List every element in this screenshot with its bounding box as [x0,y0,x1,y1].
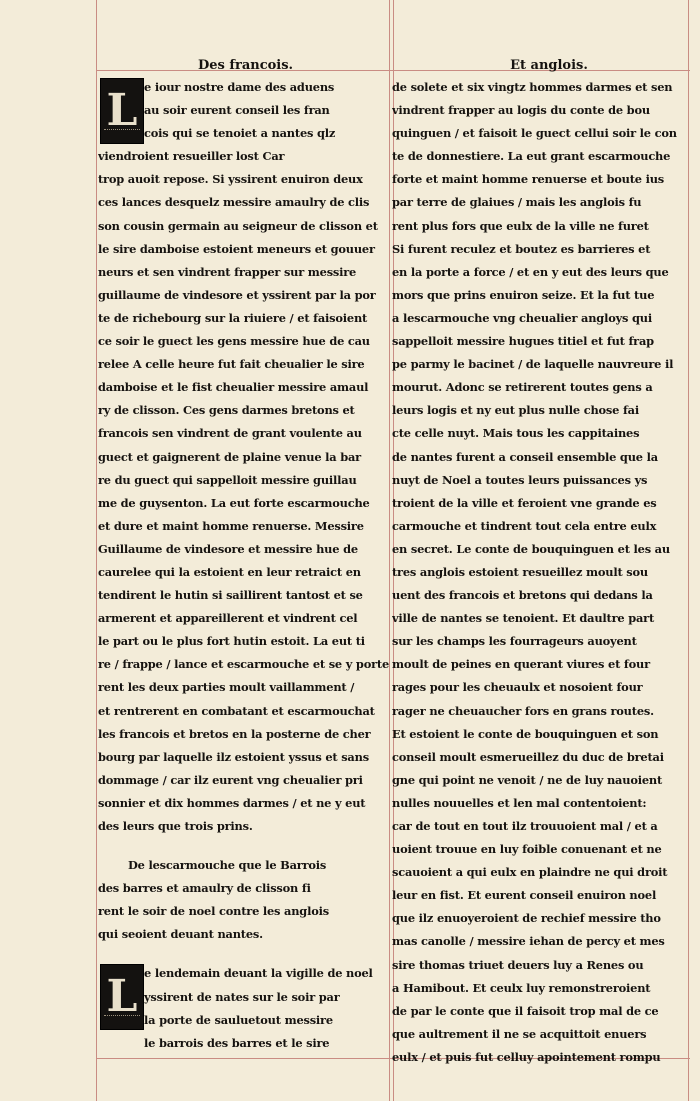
text-line: forte et maint homme renuerse et boute ius [392,172,665,187]
right-column [392,56,686,1069]
text-line: car de tout en tout ilz trouuoient mal / et a [392,819,658,833]
paragraph-2 [98,962,392,1054]
text-line: scauoient a qui eulx en plaindre ne qui droit [392,865,668,880]
text-line: ry de clisson. Ces gens darmes bretons et [98,403,355,418]
text-line: et rentrerent en combatant et escarmouchat [98,703,375,718]
text-line: Guillaume de vindesore et messire hue de [98,541,358,556]
text-line: yssirent de nates sur le soir par [144,989,340,1004]
text-line: tendirent le hutin si saillirent tantost et se [98,588,363,603]
text-line: conseil moult esmerueillez du duc de bretai [392,749,664,764]
text-line: carmouche et tindrent tout cela entre eulx [392,518,657,533]
text-line: e iour nostre dame des aduens [144,80,335,94]
text-line: nulles nouuelles et len mal contentoient: [392,795,647,810]
text-line: cois qui se tenoiet a nantes qlz [144,126,336,141]
text-line: gne qui point ne venoit / ne de luy nauoient [392,772,663,787]
text-line: le part ou le plus fort hutin estoit. La eut ti [98,634,365,649]
text-line: me de guysenton. La eut forte escarmouche [98,495,370,510]
vine-ornament [104,129,140,140]
text-line: rent les deux parties moult vaillamment / [98,680,355,695]
running-head-left: Des francois. [198,58,294,73]
text-line: des leurs que trois prins. [98,819,253,833]
decorated-initial-2: L [100,964,144,1030]
text-line: la porte de sauluetout messire [144,1012,333,1027]
text-line: quinguen / et faisoit le guect cellui soir le con [392,126,677,141]
margin-rule-right [688,0,689,1101]
text-line: rages pour les cheuaulx et nosoient four [392,680,643,695]
text-line: Si furent reculez et boutez es barrieres et [392,241,651,256]
text-line: le barrois des barres et le sire [144,1035,330,1050]
text-line: sonnier et dix hommes darmes / et ne y eut [98,795,366,810]
text-line: uent des francois et bretons qui dedans la [392,588,653,603]
text-line: mourut. Adonc se retirerent toutes gens a [392,380,653,395]
text-line: ville de nantes se tenoient. Et daultre part [392,611,655,626]
text-line: damboise et le fist cheualier messire amaul [98,380,369,395]
text-line: armerent et appareillerent et vindrent cel [98,611,358,626]
text-line: vindrent frapper au logis du conte de bou [392,103,650,118]
text-line: guect et gaignerent de plaine venue la bar [98,449,361,464]
text-line: en la porte a force / et en y eut des leurs que [392,264,669,279]
text-line: a Hamibout. Et ceulx luy remonstreroient [392,980,651,995]
vine-ornament [104,1015,140,1026]
text-line: uoient trouue en luy foible conuenant et ne [392,842,662,857]
text-line: le sire damboise estoient meneurs et gouuer [98,241,375,256]
text-line: rager ne cheuaucher fors en grans routes. [392,703,654,718]
text-line: Et estoient le conte de bouquinguen et son [392,726,659,741]
text-line: De lescarmouche que le Barrois [128,858,327,873]
text-line: dommage / car ilz eurent vng cheualier pri [98,772,363,787]
text-line: que aultrement il ne se acquittoit enuers [392,1026,647,1041]
left-column [98,56,392,1055]
text-line: au soir eurent conseil les fran [144,103,330,118]
text-line: moult de peines en querant viures et four [392,657,650,672]
text-line: guillaume de vindesore et yssirent par la por [98,287,376,302]
text-line: leurs logis et ny eut plus nulle chose fai [392,403,639,418]
text-line: te de donnestiere. La eut grant escarmouche [392,149,671,164]
text-line: sappelloit messire hugues titiel et fut frap [392,334,654,349]
text-line: re / frappe / lance et escarmouche et se y porte [98,657,389,672]
rubric-heading [98,854,392,946]
text-line: que ilz enuoyeroient de rechief messire tho [392,911,661,926]
text-line: rent le soir de noel contre les anglois [98,904,329,919]
text-line: mas canolle / messire iehan de percy et mes [392,934,665,949]
text-line: e lendemain deuant la vigille de noel [144,966,373,981]
running-head-right: Et anglois. [510,58,588,73]
text-line: mors que prins enuiron seize. Et la fut tue [392,287,655,302]
text-line: eulx / et puis fut celluy apointement rompu [392,1049,661,1064]
text-line: ces lances desquelz messire amaulry de clis [98,195,370,210]
text-line: son cousin germain au seigneur de clisson et [98,218,378,233]
text-line: les francois et bretos en la posterne de cher [98,726,371,741]
text-line: par terre de glaiues / mais les anglois fu [392,195,642,210]
right-text [392,76,686,1069]
text-line: sire thomas triuet deuers luy a Renes ou [392,957,644,972]
text-line: re du guect qui sappelloit messire guillau [98,472,357,487]
text-line: de nantes furent a conseil ensemble que la [392,449,658,464]
text-line: bourg par laquelle ilz estoient yssus et sans [98,749,369,764]
text-line: caurelee qui la estoient en leur retraict en [98,564,361,579]
decorated-initial: L [100,78,144,144]
text-line: relee A celle heure fut fait cheualier le sire [98,357,365,372]
text-line: et dure et maint homme renuerse. Messire [98,518,364,533]
text-line: trop auoit repose. Si yssirent enuiron deux [98,172,363,187]
text-line: leur en fist. Et eurent conseil enuiron noel [392,888,657,903]
text-line: tres anglois estoient resueillez moult sou [392,564,648,579]
text-line: de par le conte que il faisoit trop mal de ce [392,1003,659,1018]
margin-rule-left [96,0,97,1101]
text-line: nuyt de Noel a toutes leurs puissances ys [392,472,648,487]
text-line: qui seoient deuant nantes. [98,927,263,942]
paragraph-1 [98,76,392,838]
text-line: en secret. Le conte de bouquinguen et les au [392,541,670,556]
text-line: des barres et amaulry de clisson fi [98,881,311,896]
text-line: a lescarmouche vng cheualier angloys qui [392,310,652,325]
text-line: rent plus fors que eulx de la ville ne furet [392,218,649,233]
text-line: ce soir le guect les gens messire hue de cau [98,334,370,349]
text-line: te de richebourg sur la riuiere / et faisoient [98,310,368,325]
text-line: troient de la ville et feroient vne grande es [392,495,657,510]
text-line: cte celle nuyt. Mais tous les cappitaines [392,426,640,441]
text-line: pe parmy le bacinet / de laquelle nauvreure il [392,357,674,372]
text-line: de solete et six vingtz hommes darmes et sen [392,80,673,94]
text-line: viendroient resueiller lost Car [98,149,285,164]
text-line: sur les champs les fourrageurs auoyent [392,634,637,649]
text-line: francois sen vindrent de grant voulente au [98,426,362,441]
text-line: neurs et sen vindrent frapper sur messire [98,264,357,279]
